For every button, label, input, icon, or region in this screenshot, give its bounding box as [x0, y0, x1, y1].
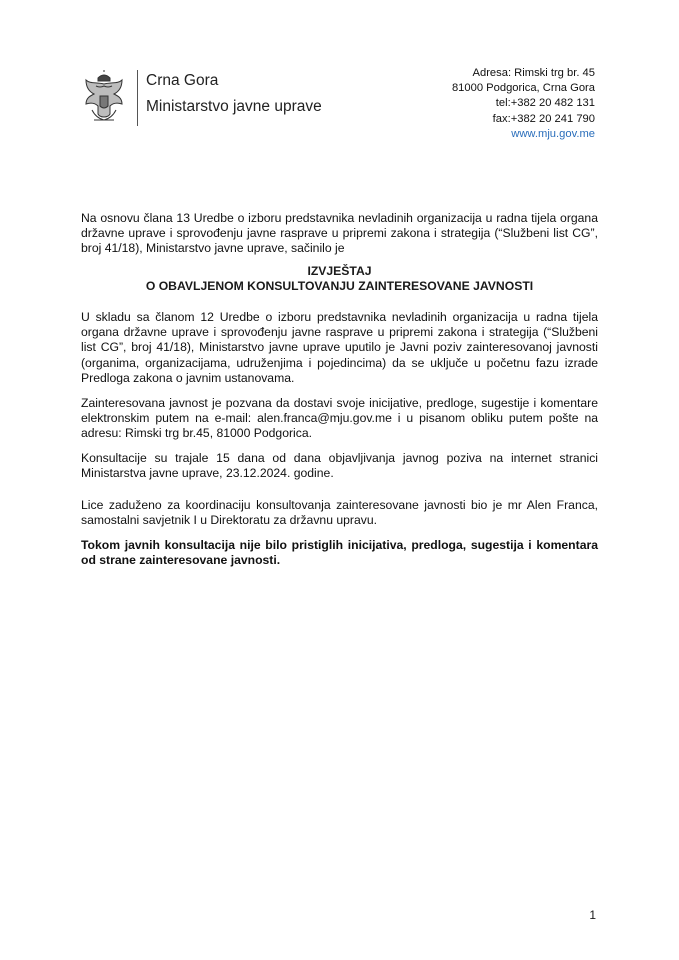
- paragraph-2: Zainteresovana javnost je pozvana da dostavi svoje inicijative, predloge, sugestije i komentare elektronskim putem na e-mail: alen.franca@mju.gov.me i u pisanom obliku putem pošte na adresu: Rimski trg br.45, 81000 Podgorica.: [81, 396, 598, 441]
- phone-number: tel:+382 20 482 131: [495, 97, 595, 110]
- paragraph-1: U skladu sa članom 12 Uredbe o izboru predstavnika nevladinih organizacija u radna tijela organa državne uprave i sprovođenju javne rasprave u pripremi zakona i strategija (“Službeni list CG”, broj 41/18), Ministarstvo javne uprave uputilo je Javni poziv zainteresovanoj javnosti (organima, organizacijama, udruženjima i pojedincima) da se uključe u početnu fazu izrade Predloga zakona o javnim ustanovama.: [81, 310, 598, 385]
- address-line-2: 81000 Podgorica, Crna Gora: [451, 82, 595, 95]
- intro-paragraph: Na osnovu člana 13 Uredbe o izboru predstavnika nevladinih organizacija u radna tijela organa državne uprave i sprovođenju javne rasprave u pripremi zakona i strategija (“Službeni list CG”, broj 41/18), Ministarstvo javne uprave, sačinilo je: [81, 211, 598, 256]
- fax-number: fax:+382 20 241 790: [492, 112, 595, 125]
- report-title: IZVJEŠTAJ O OBAVLJENOM KONSULTOVANJU ZAINTERESOVANE JAVNOSTI: [145, 264, 534, 294]
- paragraph-4: Lice zaduženo za koordinaciju konsultovanja zainteresovane javnosti bio je mr Alen Franca, samostalni savjetnik I u Direktoratu za državnu upravu.: [81, 498, 598, 528]
- country-name: Crna Gora: [146, 72, 219, 89]
- conclusion-paragraph: Tokom javnih konsultacija nije bilo pristiglih inicijativa, predloga, sugestija i komentara od strane zainteresovane javnosti.: [81, 538, 598, 568]
- paragraph-3: Konsultacije su trajale 15 dana od dana objavljivanja javnog poziva na internet stranici Ministarstva javne uprave, 23.12.2024. godine.: [81, 451, 598, 481]
- montenegro-coat-of-arms-icon: [80, 70, 128, 126]
- header-divider: [137, 70, 138, 126]
- ministry-name: Ministarstvo javne uprave: [146, 98, 322, 115]
- page-number: 1: [589, 908, 596, 922]
- contact-block: [452, 66, 595, 142]
- organization-block: [146, 68, 322, 120]
- website-link[interactable]: www.mju.gov.me: [511, 127, 595, 140]
- address-line-1: Adresa: Rimski trg br. 45: [472, 67, 595, 79]
